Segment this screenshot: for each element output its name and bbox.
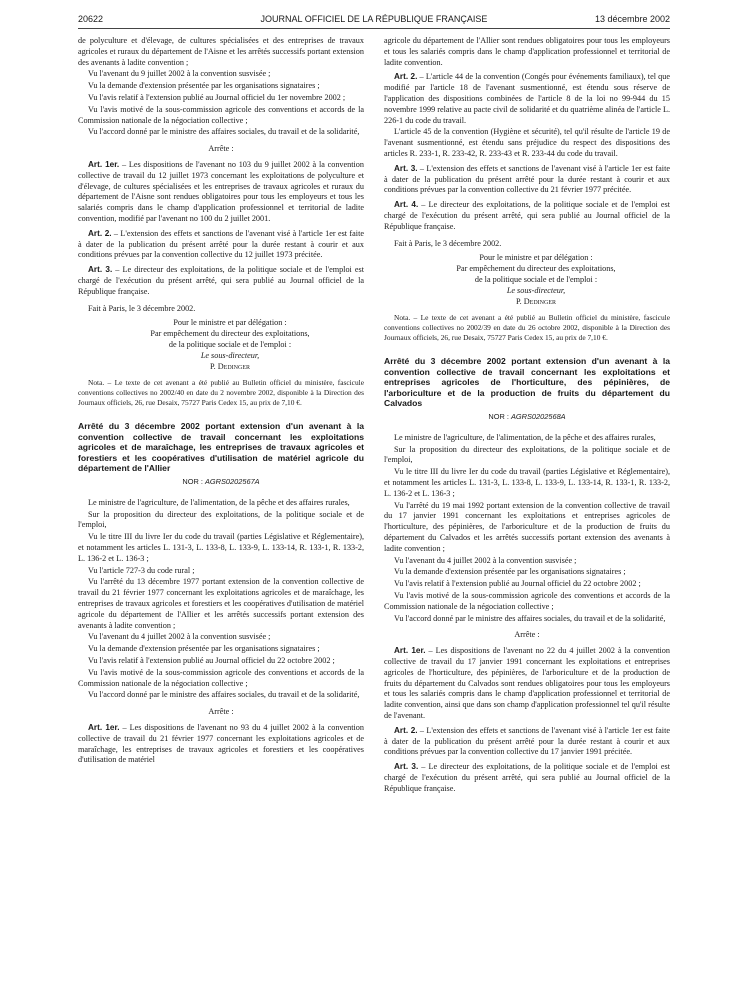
nor-code: AGRS0202568A [510, 412, 566, 422]
article [78, 160, 364, 225]
issue-date: 13 décembre 2002 [594, 14, 670, 24]
paragraph: Vu le titre III du livre Ier du code du travail (parties Législative et Réglementaire), et notamment les articles L. 131-3, L. 133-8, L. 133-9, L. 133-14, R. 133-1, R. 133-2, L. 136-2 et L. 136-3 ; [78, 532, 364, 563]
paragraph: Le ministre de l'agriculture, de l'alimentation, de la pêche et des affaires rurales, [88, 497, 350, 507]
article-text: – L'extension des effets et sanctions de l'avenant visé à l'article 1er est faite à dater de la publication du présent arrêté pour la durée restant à courir et aux conditions prévues par la convention collective du 12 juillet 1973 précitée. [78, 228, 364, 260]
paragraph: Le ministre de l'agriculture, de l'alimentation, de la pêche et des affaires rurales, [394, 432, 656, 442]
article-label: Art. 3. [88, 265, 113, 275]
signatory-name: P. Dedinger [516, 296, 556, 306]
signature-line: de la politique sociale et de l'emploi : [168, 339, 292, 349]
signature-block [96, 318, 364, 372]
paragraph: L'article 45 de la convention (Hygiène et sécurité), tel qu'il résulte de l'article 19 de l'avenant susmentionné, est étendu sans préjudice du respect des dispositions des articles R. 233-1, R. 233-42, R. 233-43 et R. 233-44 du code du travail. [384, 127, 670, 158]
signatory-name: P. Dedinger [210, 361, 250, 371]
article-label: Art. 2. [88, 228, 112, 238]
page-header [78, 14, 670, 28]
article-label: Art. 2. [394, 72, 418, 82]
paragraph: Vu l'arrêté du 13 décembre 1977 portant extension de la convention collective de travail du 21 février 1977 concernant les exploitations agricoles et de maraîchage, les entreprises de travaux agricoles et forestiers et les coopératives d'utilisation de matériel agricole du département de l'Allier et les arrêtés successifs portant extension des avenants à ladite convention ; [78, 577, 364, 630]
paragraph: Vu l'avis motivé de la sous-commission agricole des conventions et accords de la Commission nationale de la négociation collective ; [78, 667, 364, 688]
paragraph: Vu l'avis relatif à l'extension publié au Journal officiel du 22 octobre 2002 ; [88, 656, 335, 666]
nor-label: NOR : [182, 477, 203, 487]
article-text: – Les dispositions de l'avenant no 22 du 4 juillet 2002 à la convention collective de travail du 17 janvier 1991 concernant les exploitations et entreprises agricoles de l'horticulture, des pépinières, de l'arboriculture et de la production de fruits du département du Calvados sont rendues obligatoires pour tous les employeurs et tous les salariés compris dans le champ d'application professionnel et territorial de ladite convention, ainsi que dans son champ d'application professionnel tel qu'il résulte de l'avenant. [384, 646, 670, 720]
signature-line: Par empêchement du directeur des exploitations, [150, 329, 310, 339]
signature-line: Pour le ministre et par délégation : [479, 253, 593, 263]
left-column [78, 36, 364, 767]
article-label: Art. 4. [394, 200, 419, 210]
article [78, 265, 364, 297]
arrete-heading: Arrête : [208, 707, 234, 717]
article [78, 229, 364, 261]
signature-line: Par empêchement du directeur des exploitations, [456, 264, 616, 274]
paragraph: Sur la proposition du directeur des exploitations, de la politique sociale et de l'emploi, [384, 444, 670, 465]
article [384, 646, 670, 722]
article-label: Art. 1er. [394, 646, 426, 656]
article-label: Art. 1er. [88, 723, 120, 732]
paragraph: Vu le titre III du livre Ier du code du travail (parties Législative et Réglementaire), et notamment les articles L. 131-3, L. 133-8, L. 133-9, L. 133-14, R. 133-1, R. 133-2, L. 136-2 et L. 136-3 ; [384, 467, 670, 498]
nor-label: NOR : [488, 412, 509, 422]
paragraph: Vu la demande d'extension présentée par les organisations signataires ; [88, 644, 320, 654]
paragraph: Vu la demande d'extension présentée par les organisations signataires ; [88, 81, 320, 91]
article-text: – Les dispositions de l'avenant no 93 du 4 juillet 2002 à la convention collective de travail du 21 février 1977 concernant les exploitations agricoles et de maraîchage, les entreprises de travaux agricoles et forestiers et les coopératives d'utilisation de matériel [78, 723, 364, 765]
signature-line: Pour le ministre et par délégation : [173, 318, 287, 328]
article-label: Art. 2. [394, 725, 418, 735]
arrete-heading: Arrête : [208, 144, 234, 154]
header-rule [78, 28, 670, 29]
signature-role: Le sous-directeur, [506, 285, 566, 295]
nor-reference [384, 412, 670, 423]
paragraph: Vu l'article 727-3 du code rural ; [88, 565, 195, 575]
article-text: – L'article 44 de la convention (Congés pour événements familiaux), tel que modifié par l'article 18 de l'avenant susmentionné, est étendu sous réserve de l'application des dispositions combinées de l'article 8 de la loi no 99-944 du 15 novembre 1999 relative au pacte civil de solidarité et du quatrième alinéa de l'article L. 226-1 du code du travail. [384, 72, 670, 125]
journal-title: JOURNAL OFFICIEL DE LA RÉPUBLIQUE FRANÇAISE [260, 14, 488, 24]
paragraph: de polyculture et d'élevage, de cultures spécialisées et des entreprises de travaux agricoles et ruraux du département de l'Aisne et les arrêtés successifs portant extension des avenants à ladite convention ; [78, 36, 364, 67]
article-text: – Le directeur des exploitations, de la politique sociale et de l'emploi est chargé de l'exécution du présent arrêté, qui sera publié au Journal officiel de la République française. [384, 762, 670, 793]
paragraph: Vu l'arrêté du 19 mai 1992 portant extension de la convention collective de travail du 17 janvier 1991 concernant les exploitations et entreprises agricoles de l'horticulture, des pépinières, de l'arboriculture et de la production de fruits du département du Calvados et les arrêtés successifs portant extension des avenants à ladite convention ; [384, 500, 670, 553]
article [384, 762, 670, 794]
paragraph: Vu l'avis relatif à l'extension publié au Journal officiel du 22 octobre 2002 ; [394, 579, 641, 589]
decree-title: Arrêté du 3 décembre 2002 portant extension d'un avenant à la convention collective de travail concernant les exploitations agricoles et de maraîchage, les entreprises de travaux agricoles et forestiers et les coopératives d'utilisation de matériel agricole du département de l'Allier [78, 421, 364, 474]
paragraph: Vu l'accord donné par le ministre des affaires sociales, du travail et de la solidarité, [394, 613, 666, 623]
article-text: – L'extension des effets et sanctions de l'avenant visé à l'article 1er est faite à dater de la publication du présent arrêté pour la durée restant à courir et aux conditions prévues par la convention collective du 17 janvier 1991 précitée. [384, 725, 670, 757]
paragraph: Vu l'avis motivé de la sous-commission agricole des conventions et accords de la Commission nationale de la négociation collective ; [78, 104, 364, 125]
paragraph: agricole du département de l'Allier sont rendues obligatoires pour tous les employeurs et tous les salariés compris dans le champ d'application professionnel et territorial de ladite convention. [384, 36, 670, 67]
paragraph: Vu l'avenant du 4 juillet 2002 à la convention susvisée ; [88, 632, 271, 642]
page-number: 20622 [78, 14, 104, 24]
article [384, 164, 670, 196]
signature-role: Le sous-directeur, [200, 350, 260, 360]
article [78, 723, 364, 766]
paragraph: Vu l'avis motivé de la sous-commission agricole des conventions et accords de la Commission nationale de la négociation collective ; [384, 591, 670, 611]
article-label: Art. 3. [394, 762, 419, 772]
signature-block [402, 253, 670, 307]
right-column [384, 36, 670, 796]
signature-date: Fait à Paris, le 3 décembre 2002. [394, 238, 502, 248]
paragraph: Vu la demande d'extension présentée par les organisations signataires ; [394, 567, 626, 577]
paragraph: Vu l'avis relatif à l'extension publié au Journal officiel du 1er novembre 2002 ; [88, 92, 346, 102]
article [384, 726, 670, 758]
paragraph: Sur la proposition du directeur des exploitations, de la politique sociale et de l'emploi, [78, 509, 364, 530]
article-text: – Le directeur des exploitations, de la politique sociale et de l'emploi est chargé de l'exécution du présent arrêté, qui sera publié au Journal officiel de la République française. [78, 265, 364, 296]
paragraph: Vu l'avenant du 4 juillet 2002 à la convention susvisée ; [394, 555, 577, 565]
article-text: – Le directeur des exploitations, de la politique sociale et de l'emploi est chargé de l'exécution du présent arrêté, qui sera publié au Journal officiel de la République française. [384, 200, 670, 231]
article-text: – Les dispositions de l'avenant no 103 du 9 juillet 2002 à la convention collective de travail du 12 juillet 1973 concernant les exploitations de polyculture et d'élevage, de cultures spécialisées et les entreprises de travaux agricoles et ruraux du département de l'Aisne sont rendues obligatoires pour tous les employeurs et tous les salariés compris dans le champ d'application professionnel et territorial de ladite convention, modifié par l'avenant no 100 du 2 juillet 2001. [78, 159, 364, 223]
decree-title: Arrêté du 3 décembre 2002 portant extension d'un avenant à la convention collective de travail concernant les exploitations et entreprises agricoles de l'horticulture, des pépinières, de l'arboriculture et de la production de fruits du département du Calvados [384, 356, 670, 409]
nota: Nota. – Le texte de cet avenant a été publié au Bulletin officiel du ministère, fascicule conventions collectives no 2002/40 en date du 2 novembre 2002, disponible à la Direction des Journaux officiels, 26, rue Desaix, 75727 Paris Cedex 15, au prix de 7,10 €. [78, 378, 364, 407]
article-text: – L'extension des effets et sanctions de l'avenant visé à l'article 1er est faite à dater de la publication du présent arrêté pour la durée restant à courir et aux conditions prévues par la convention collective du 21 février 1977 précitée. [384, 163, 670, 195]
nor-code: AGRS0202567A [204, 477, 260, 487]
signature-date: Fait à Paris, le 3 décembre 2002. [88, 303, 196, 313]
article [384, 200, 670, 232]
nota: Nota. – Le texte de cet avenant a été publié au Bulletin officiel du ministère, fascicule conventions collectives no 2002/39 en date du 26 octobre 2002, disponible à la Direction des Journaux officiels, 26, rue Desaix, 75727 Paris Cedex 15, au prix de 7,10 €. [384, 313, 670, 342]
signature-line: de la politique sociale et de l'emploi : [474, 274, 598, 284]
article [384, 72, 670, 126]
paragraph: Vu l'avenant du 9 juillet 2002 à la convention susvisée ; [88, 69, 271, 79]
article-label: Art. 3. [394, 163, 418, 173]
paragraph: Vu l'accord donné par le ministre des affaires sociales, du travail et de la solidarité, [88, 690, 360, 700]
arrete-heading: Arrête : [514, 630, 540, 640]
nor-reference [78, 477, 364, 488]
article-label: Art. 1er. [88, 159, 120, 169]
paragraph: Vu l'accord donné par le ministre des affaires sociales, du travail et de la solidarité, [88, 127, 360, 137]
